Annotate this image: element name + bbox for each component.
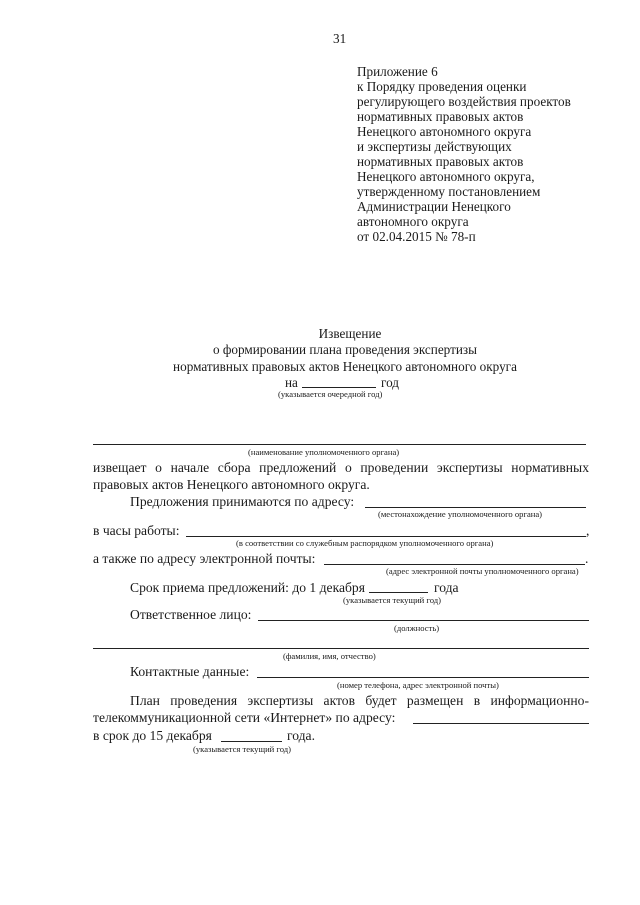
plan-line1: План проведения экспертизы актов будет размещен в информационно- bbox=[130, 693, 589, 708]
title-subheading-2: нормативных правовых актов Ненецкого автономного округа bbox=[173, 359, 517, 374]
plan-caption: (указывается текущий год) bbox=[193, 744, 292, 754]
hours-caption: (в соответствии со служебным распорядком уполномоченного органа) bbox=[236, 538, 494, 548]
plan-line3-prefix: в срок до 15 декабря bbox=[93, 728, 212, 743]
email-dot: . bbox=[585, 551, 589, 566]
appendix-line: автономного округа bbox=[357, 214, 469, 229]
hours-label: в часы работы: bbox=[93, 523, 180, 538]
email-blank bbox=[324, 564, 585, 565]
announce-line1: извещает о начале сбора предложений о проведении экспертизы нормативных bbox=[93, 460, 589, 475]
plan-year-blank bbox=[221, 741, 282, 742]
appendix-line: Ненецкого автономного округа bbox=[357, 124, 532, 139]
plan-address-blank bbox=[413, 723, 589, 724]
address-label: Предложения принимаются по адресу: bbox=[130, 494, 355, 509]
fio-caption: (фамилия, имя, отчество) bbox=[283, 651, 376, 661]
hours-blank bbox=[186, 536, 586, 537]
year-blank bbox=[302, 387, 376, 388]
appendix-block bbox=[357, 64, 571, 244]
year-prefix: на bbox=[285, 375, 298, 390]
deadline-blank bbox=[369, 592, 428, 593]
fio-blank bbox=[93, 648, 589, 649]
year-note: (указывается очередной год) bbox=[278, 389, 383, 399]
plan-line3-suffix: года. bbox=[287, 728, 315, 743]
page-number: 31 bbox=[333, 31, 347, 46]
appendix-line: и экспертизы действующих bbox=[357, 139, 512, 154]
appendix-line: Администрации Ненецкого bbox=[357, 199, 511, 214]
announce-line2: правовых актов Ненецкого автономного округа. bbox=[93, 477, 370, 492]
deadline-suffix: года bbox=[434, 580, 459, 595]
appendix-line: к Порядку проведения оценки bbox=[357, 79, 527, 94]
email-label: а также по адресу электронной почты: bbox=[93, 551, 316, 566]
contacts-caption: (номер телефона, адрес электронной почты) bbox=[337, 680, 499, 690]
contacts-label: Контактные данные: bbox=[130, 664, 250, 679]
appendix-line: нормативных правовых актов bbox=[357, 109, 524, 124]
appendix-line: от 02.04.2015 № 78-п bbox=[357, 229, 476, 244]
title-subheading: о формировании плана проведения экспертизы bbox=[212, 342, 477, 357]
appendix-line: Ненецкого автономного округа, bbox=[357, 169, 535, 184]
deadline-caption: (указывается текущий год) bbox=[343, 595, 442, 605]
hours-comma: , bbox=[586, 523, 590, 538]
position-blank bbox=[258, 620, 589, 621]
appendix-line: нормативных правовых актов bbox=[357, 154, 524, 169]
contacts-blank bbox=[257, 677, 589, 678]
organ-blank bbox=[93, 444, 586, 445]
address-caption: (местонахождение уполномоченного органа) bbox=[378, 509, 543, 519]
position-caption: (должность) bbox=[394, 623, 440, 633]
year-suffix: год bbox=[381, 375, 400, 390]
address-blank bbox=[365, 507, 586, 508]
title-heading: Извещение bbox=[318, 326, 382, 341]
email-caption: (адрес электронной почты уполномоченного органа) bbox=[386, 566, 579, 576]
appendix-line: Приложение 6 bbox=[357, 64, 438, 79]
appendix-line: утвержденному постановлением bbox=[357, 184, 541, 199]
plan-line2: телекоммуникационной сети «Интернет» по адресу: bbox=[93, 710, 396, 725]
deadline-label: Срок приема предложений: до 1 декабря bbox=[130, 580, 365, 595]
responsible-label: Ответственное лицо: bbox=[130, 607, 252, 622]
appendix-line: регулирующего воздействия проектов bbox=[357, 94, 571, 109]
organ-caption: (наименование уполномоченного органа) bbox=[248, 447, 400, 457]
